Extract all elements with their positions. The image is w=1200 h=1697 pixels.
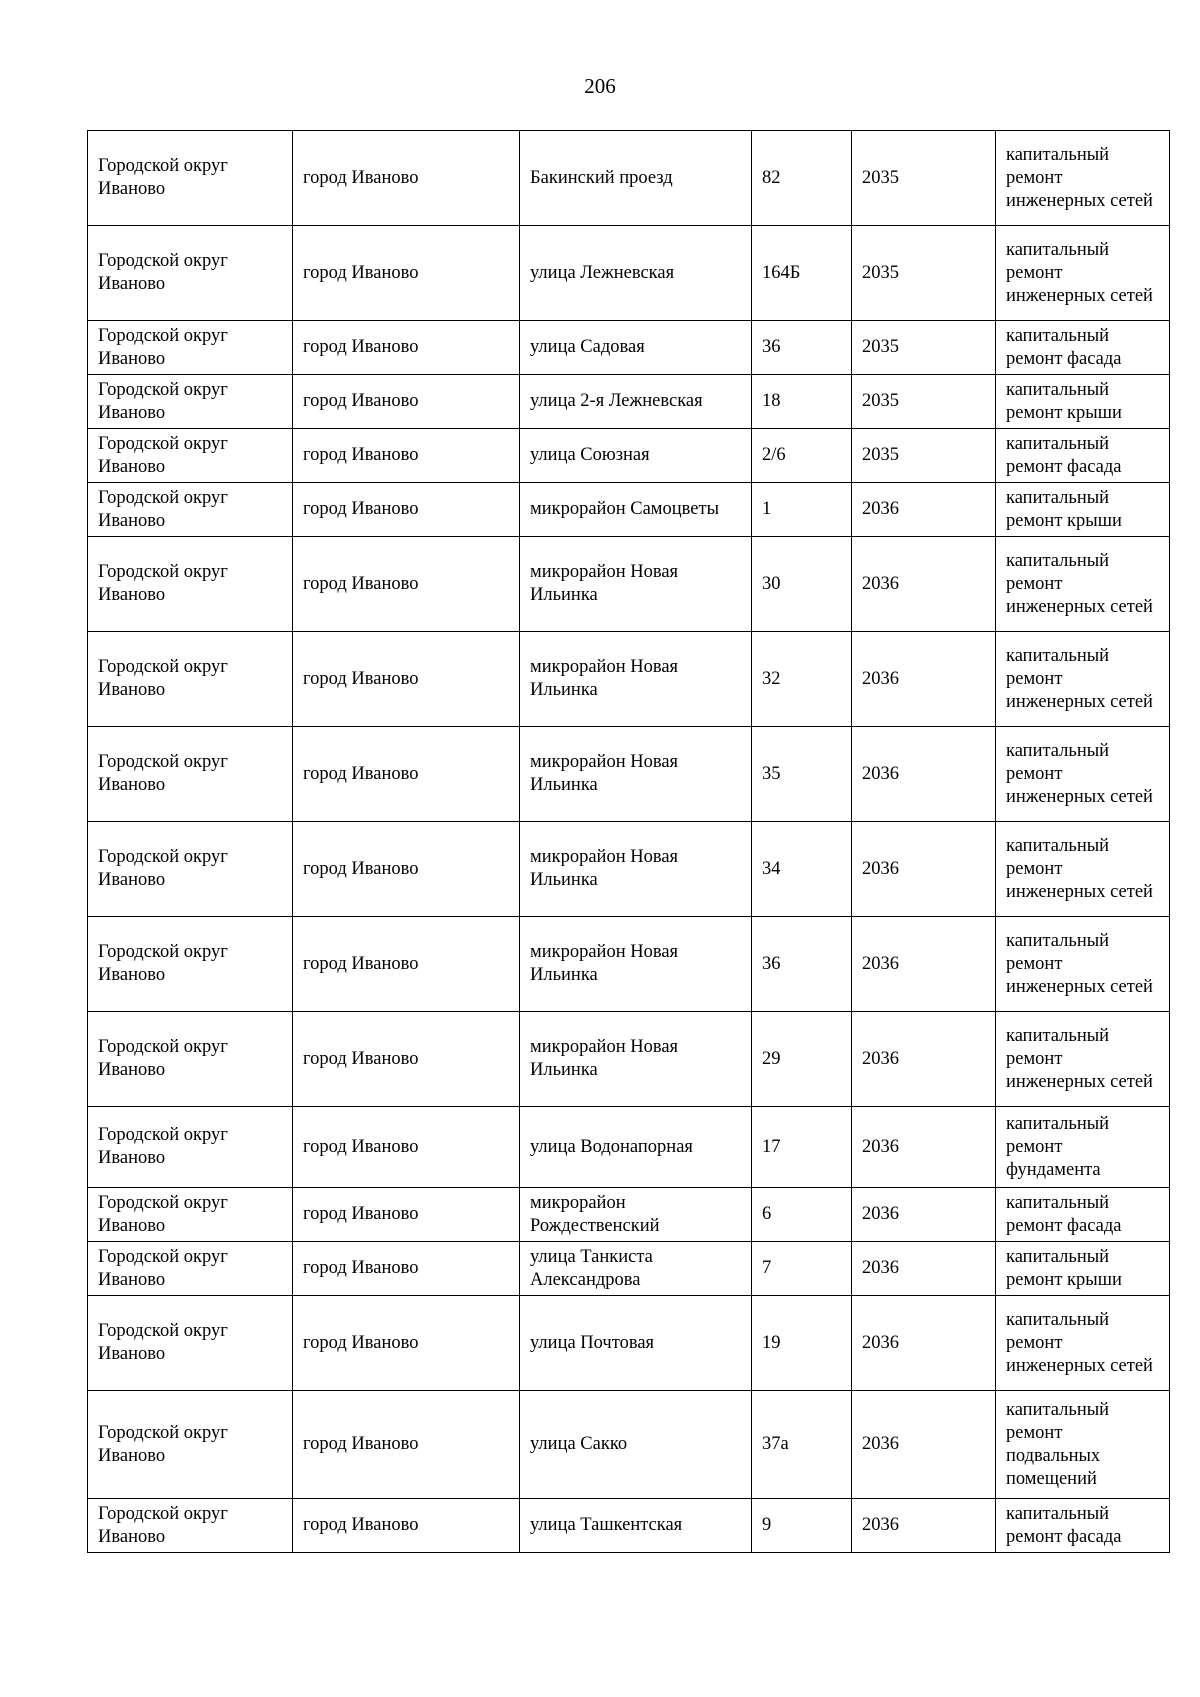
cell-year: 2035 [852, 321, 996, 375]
cell-district: Городской округ Иваново [88, 1107, 293, 1188]
cell-work: капитальный ремонт фасада [996, 321, 1170, 375]
cell-house: 7 [752, 1242, 852, 1296]
cell-work: капитальный ремонт инженерных сетей [996, 727, 1170, 822]
table-row [88, 321, 1170, 375]
table-row [88, 1188, 1170, 1242]
cell-house: 34 [752, 822, 852, 917]
cell-street: микрорайон Новая Ильинка [520, 632, 752, 727]
cell-district: Городской округ Иваново [88, 429, 293, 483]
cell-work: капитальный ремонт крыши [996, 375, 1170, 429]
cell-locality: город Иваново [293, 226, 520, 321]
cell-street: улица Сакко [520, 1391, 752, 1499]
table-row [88, 131, 1170, 226]
cell-street: микрорайон Новая Ильинка [520, 727, 752, 822]
cell-house: 32 [752, 632, 852, 727]
cell-year: 2036 [852, 822, 996, 917]
cell-locality: город Иваново [293, 727, 520, 822]
cell-house: 18 [752, 375, 852, 429]
cell-street: Бакинский проезд [520, 131, 752, 226]
cell-year: 2036 [852, 1499, 996, 1553]
cell-house: 1 [752, 483, 852, 537]
cell-house: 30 [752, 537, 852, 632]
cell-locality: город Иваново [293, 321, 520, 375]
cell-work: капитальный ремонт инженерных сетей [996, 632, 1170, 727]
cell-work: капитальный ремонт крыши [996, 1242, 1170, 1296]
cell-year: 2036 [852, 632, 996, 727]
cell-house: 37а [752, 1391, 852, 1499]
cell-district: Городской округ Иваново [88, 131, 293, 226]
cell-house: 9 [752, 1499, 852, 1553]
cell-locality: город Иваново [293, 1391, 520, 1499]
cell-district: Городской округ Иваново [88, 1012, 293, 1107]
cell-work: капитальный ремонт инженерных сетей [996, 1296, 1170, 1391]
cell-year: 2036 [852, 537, 996, 632]
table-row [88, 537, 1170, 632]
cell-street: улица Почтовая [520, 1296, 752, 1391]
cell-work: капитальный ремонт инженерных сетей [996, 131, 1170, 226]
cell-house: 6 [752, 1188, 852, 1242]
table-row [88, 375, 1170, 429]
cell-district: Городской округ Иваново [88, 1242, 293, 1296]
table-row [88, 429, 1170, 483]
cell-year: 2036 [852, 1107, 996, 1188]
cell-locality: город Иваново [293, 429, 520, 483]
cell-locality: город Иваново [293, 537, 520, 632]
cell-street: улица Танкиста Александрова [520, 1242, 752, 1296]
cell-locality: город Иваново [293, 131, 520, 226]
cell-street: микрорайон Рождественский [520, 1188, 752, 1242]
table-row [88, 632, 1170, 727]
cell-district: Городской округ Иваново [88, 917, 293, 1012]
cell-locality: город Иваново [293, 1188, 520, 1242]
cell-district: Городской округ Иваново [88, 1499, 293, 1553]
cell-locality: город Иваново [293, 822, 520, 917]
cell-work: капитальный ремонт инженерных сетей [996, 537, 1170, 632]
cell-district: Городской округ Иваново [88, 483, 293, 537]
cell-house: 19 [752, 1296, 852, 1391]
cell-work: капитальный ремонт инженерных сетей [996, 822, 1170, 917]
cell-locality: город Иваново [293, 1499, 520, 1553]
cell-year: 2036 [852, 1296, 996, 1391]
table-row [88, 1296, 1170, 1391]
cell-work: капитальный ремонт фасада [996, 1499, 1170, 1553]
cell-district: Городской округ Иваново [88, 375, 293, 429]
cell-work: капитальный ремонт крыши [996, 483, 1170, 537]
cell-work: капитальный ремонт фундамента [996, 1107, 1170, 1188]
cell-street: микрорайон Самоцветы [520, 483, 752, 537]
cell-house: 17 [752, 1107, 852, 1188]
cell-locality: город Иваново [293, 1107, 520, 1188]
cell-street: улица Союзная [520, 429, 752, 483]
cell-year: 2035 [852, 429, 996, 483]
cell-work: капитальный ремонт подвальных помещений [996, 1391, 1170, 1499]
cell-year: 2036 [852, 917, 996, 1012]
cell-house: 29 [752, 1012, 852, 1107]
cell-district: Городской округ Иваново [88, 822, 293, 917]
cell-street: улица Лежневская [520, 226, 752, 321]
table-row [88, 483, 1170, 537]
cell-district: Городской округ Иваново [88, 632, 293, 727]
table-row [88, 1391, 1170, 1499]
cell-house: 164Б [752, 226, 852, 321]
cell-year: 2035 [852, 131, 996, 226]
cell-year: 2035 [852, 226, 996, 321]
cell-year: 2035 [852, 375, 996, 429]
cell-street: микрорайон Новая Ильинка [520, 822, 752, 917]
cell-work: капитальный ремонт инженерных сетей [996, 1012, 1170, 1107]
cell-district: Городской округ Иваново [88, 537, 293, 632]
table-row [88, 822, 1170, 917]
cell-house: 82 [752, 131, 852, 226]
cell-year: 2036 [852, 1188, 996, 1242]
cell-locality: город Иваново [293, 483, 520, 537]
cell-district: Городской округ Иваново [88, 226, 293, 321]
cell-house: 36 [752, 917, 852, 1012]
table-row [88, 1499, 1170, 1553]
cell-street: микрорайон Новая Ильинка [520, 1012, 752, 1107]
cell-house: 35 [752, 727, 852, 822]
table-row [88, 917, 1170, 1012]
cell-locality: город Иваново [293, 1012, 520, 1107]
cell-house: 36 [752, 321, 852, 375]
table-row [88, 1107, 1170, 1188]
cell-street: улица 2-я Лежневская [520, 375, 752, 429]
cell-locality: город Иваново [293, 632, 520, 727]
cell-district: Городской округ Иваново [88, 1391, 293, 1499]
cell-district: Городской округ Иваново [88, 1188, 293, 1242]
cell-locality: город Иваново [293, 375, 520, 429]
cell-year: 2036 [852, 1012, 996, 1107]
cell-district: Городской округ Иваново [88, 727, 293, 822]
page-number: 206 [584, 74, 616, 98]
cell-street: микрорайон Новая Ильинка [520, 917, 752, 1012]
cell-street: микрорайон Новая Ильинка [520, 537, 752, 632]
cell-street: улица Ташкентская [520, 1499, 752, 1553]
table-row [88, 1242, 1170, 1296]
cell-street: улица Садовая [520, 321, 752, 375]
cell-house: 2/6 [752, 429, 852, 483]
cell-year: 2036 [852, 483, 996, 537]
cell-year: 2036 [852, 727, 996, 822]
cell-locality: город Иваново [293, 1296, 520, 1391]
table-row [88, 226, 1170, 321]
cell-work: капитальный ремонт инженерных сетей [996, 917, 1170, 1012]
cell-locality: город Иваново [293, 917, 520, 1012]
table-row [88, 727, 1170, 822]
registry-table [87, 130, 1170, 1553]
cell-district: Городской округ Иваново [88, 1296, 293, 1391]
cell-year: 2036 [852, 1391, 996, 1499]
cell-street: улица Водонапорная [520, 1107, 752, 1188]
cell-locality: город Иваново [293, 1242, 520, 1296]
cell-year: 2036 [852, 1242, 996, 1296]
table-row [88, 1012, 1170, 1107]
cell-district: Городской округ Иваново [88, 321, 293, 375]
cell-work: капитальный ремонт инженерных сетей [996, 226, 1170, 321]
cell-work: капитальный ремонт фасада [996, 1188, 1170, 1242]
cell-work: капитальный ремонт фасада [996, 429, 1170, 483]
